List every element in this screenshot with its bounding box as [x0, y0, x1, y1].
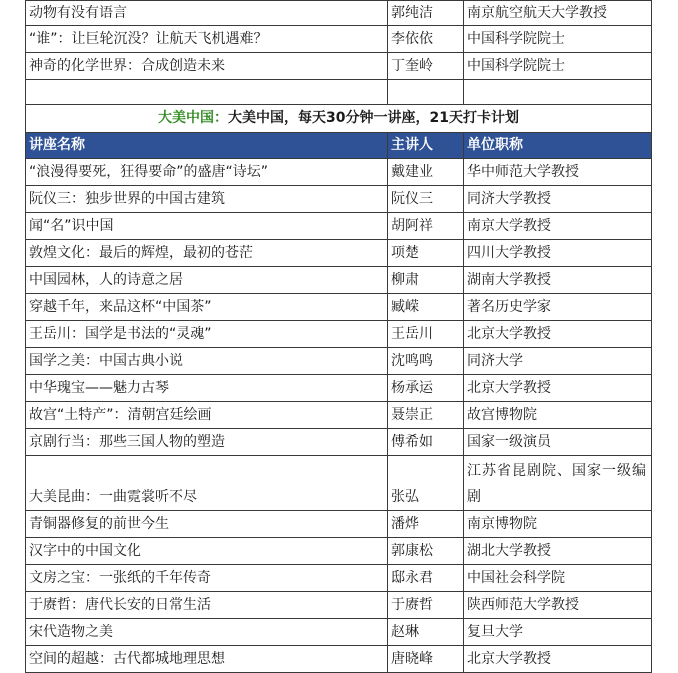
speaker-cell: 杨承运: [388, 375, 464, 402]
speaker-cell: 阮仪三: [388, 186, 464, 213]
title-cell: 国家一级演员: [464, 429, 652, 456]
title-cell: 四川大学教授: [464, 240, 652, 267]
table-row: [26, 1, 652, 26]
topic-cell: “浪漫得要死，狂得要命”的盛唐“诗坛”: [26, 159, 388, 186]
section-subtitle: 大美中国，每天30分钟一讲座，21天打卡计划: [228, 110, 519, 126]
header-row: [26, 133, 652, 159]
title-cell: 北京大学教授: [464, 646, 652, 673]
table-row: [26, 456, 652, 511]
speaker-cell: 沈鸣鸣: [388, 348, 464, 375]
title-cell: 北京大学教授: [464, 321, 652, 348]
empty-cell: [26, 80, 388, 105]
empty-cell: [388, 80, 464, 105]
title-cell: 华中师范大学教授: [464, 159, 652, 186]
title-cell: 南京航空航天大学教授: [464, 1, 652, 26]
title-cell: 南京博物院: [464, 511, 652, 538]
speaker-cell: 臧嵘: [388, 294, 464, 321]
speaker-cell: 潘烨: [388, 511, 464, 538]
section-brand: 大美中国：: [158, 110, 229, 126]
title-cell: 著名历史学家: [464, 294, 652, 321]
title-cell: 中国科学院院士: [464, 26, 652, 53]
table-row: [26, 240, 652, 267]
table-row: [26, 26, 652, 53]
table-row: [26, 321, 652, 348]
table-row: [26, 348, 652, 375]
title-cell: 陕西师范大学教授: [464, 592, 652, 619]
table-row: [26, 538, 652, 565]
table-row: [26, 592, 652, 619]
title-cell: 南京大学教授: [464, 213, 652, 240]
speaker-cell: 张弘: [388, 456, 464, 511]
title-cell: 中国社会科学院: [464, 565, 652, 592]
topic-cell: 故宫“土特产”：清朝宫廷绘画: [26, 402, 388, 429]
topic-cell: 京剧行当：那些三国人物的塑造: [26, 429, 388, 456]
header-title: 单位职称: [464, 133, 652, 159]
speaker-cell: 戴建业: [388, 159, 464, 186]
table-row: [26, 213, 652, 240]
speaker-cell: 聂崇正: [388, 402, 464, 429]
topic-cell: 文房之宝：一张纸的千年传奇: [26, 565, 388, 592]
empty-cell: [464, 80, 652, 105]
topic-cell: 于赓哲：唐代长安的日常生活: [26, 592, 388, 619]
speaker-cell: 柳肃: [388, 267, 464, 294]
speaker-cell: 王岳川: [388, 321, 464, 348]
topic-cell: 王岳川：国学是书法的“灵魂”: [26, 321, 388, 348]
topic-cell: 动物有没有语言: [26, 1, 388, 26]
topic-cell: 中华瑰宝——魅力古琴: [26, 375, 388, 402]
table-row: [26, 402, 652, 429]
table-row: [26, 267, 652, 294]
lecture-table-sheet: [25, 0, 651, 673]
speaker-cell: 郭康松: [388, 538, 464, 565]
lecture-table: [25, 0, 652, 673]
speaker-cell: 傅希如: [388, 429, 464, 456]
speaker-cell: 项楚: [388, 240, 464, 267]
speaker-cell: 赵琳: [388, 619, 464, 646]
title-cell: 湖南大学教授: [464, 267, 652, 294]
title-cell: 北京大学教授: [464, 375, 652, 402]
topic-cell: 神奇的化学世界：合成创造未来: [26, 53, 388, 80]
speaker-cell: 丁奎岭: [388, 53, 464, 80]
table-row: [26, 53, 652, 80]
speaker-cell: 唐晓峰: [388, 646, 464, 673]
topic-cell: 空间的超越：古代都城地理思想: [26, 646, 388, 673]
topic-cell: 闻“名”识中国: [26, 213, 388, 240]
title-cell: 江苏省昆剧院、国家一级编剧: [464, 456, 652, 511]
table-row: [26, 375, 652, 402]
topic-cell: 青铜器修复的前世今生: [26, 511, 388, 538]
header-topic: 讲座名称: [26, 133, 388, 159]
section-title: [26, 105, 652, 133]
topic-cell: 国学之美：中国古典小说: [26, 348, 388, 375]
topic-cell: 穿越千年，来品这杯“中国茶”: [26, 294, 388, 321]
speaker-cell: 李依依: [388, 26, 464, 53]
title-cell: 湖北大学教授: [464, 538, 652, 565]
table-row: [26, 186, 652, 213]
speaker-cell: 郭纯洁: [388, 1, 464, 26]
table-row: [26, 511, 652, 538]
topic-cell: 中国园林，人的诗意之居: [26, 267, 388, 294]
topic-cell: 汉字中的中国文化: [26, 538, 388, 565]
speaker-cell: 邸永君: [388, 565, 464, 592]
topic-cell: “谁”：让巨轮沉没？让航天飞机遇难？: [26, 26, 388, 53]
topic-cell: 阮仪三：独步世界的中国古建筑: [26, 186, 388, 213]
title-cell: 同济大学: [464, 348, 652, 375]
table-row: [26, 619, 652, 646]
speaker-cell: 胡阿祥: [388, 213, 464, 240]
blank-row: [26, 80, 652, 105]
title-cell: 中国科学院院士: [464, 53, 652, 80]
topic-cell: 敦煌文化：最后的辉煌，最初的苍茫: [26, 240, 388, 267]
section-title-row: [26, 105, 652, 133]
topic-cell: 大美昆曲：一曲霓裳听不尽: [26, 456, 388, 511]
title-cell: 同济大学教授: [464, 186, 652, 213]
table-row: [26, 565, 652, 592]
speaker-cell: 于赓哲: [388, 592, 464, 619]
topic-cell: 宋代造物之美: [26, 619, 388, 646]
title-cell: 复旦大学: [464, 619, 652, 646]
title-cell: 故宫博物院: [464, 402, 652, 429]
table-row: [26, 294, 652, 321]
table-row: [26, 646, 652, 673]
header-speaker: 主讲人: [388, 133, 464, 159]
table-row: [26, 429, 652, 456]
table-row: [26, 159, 652, 186]
